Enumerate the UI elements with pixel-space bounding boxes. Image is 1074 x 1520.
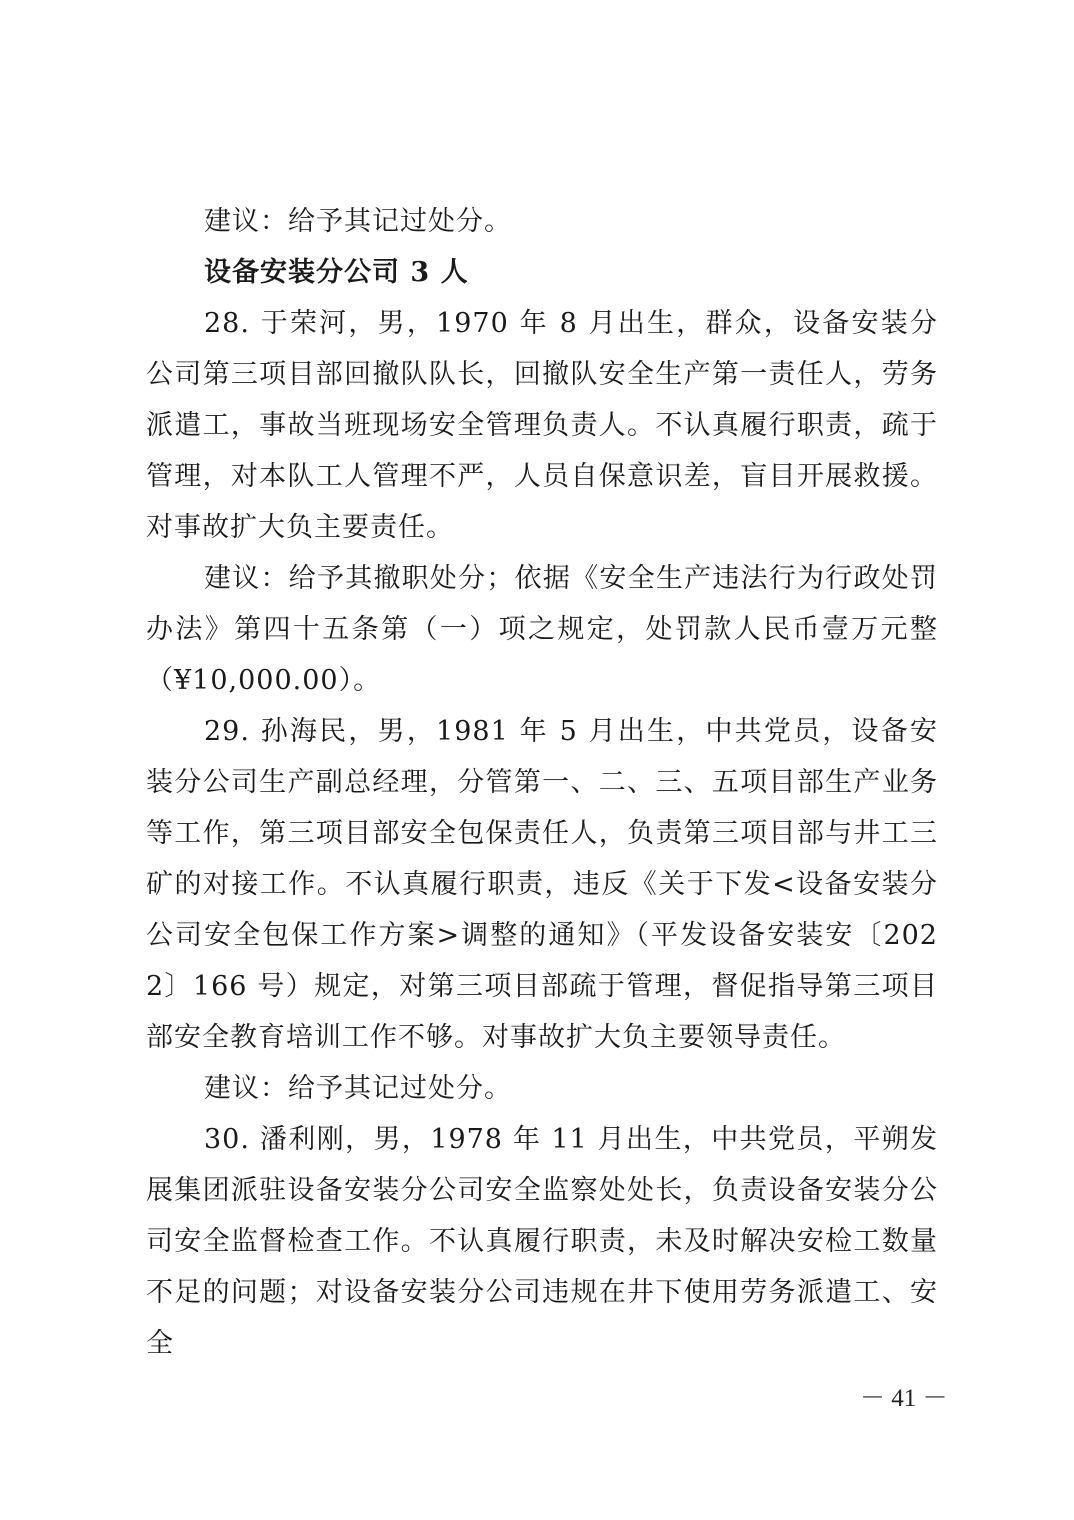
- person-28-paragraph: 28. 于荣河，男，1970 年 8 月出生，群众，设备安装分公司第三项目部回撤队队长，回撤队安全生产第一责任人，劳务派遣工，事故当班现场安全管理负责人。不认真履行职责，疏于管理，对本队工人管理不严，人员自保意识差，盲目开展救援。对事故扩大负主要责任。: [146, 308, 938, 543]
- recommendation-paragraph-28: 建议：给予其撤职处分；依据《安全生产违法行为行政处罚办法》第四十五条第（一）项之规定，处罚款人民币壹万元整（¥10,000.00）。: [146, 563, 938, 696]
- recommendation-paragraph-29: 建议：给予其记过处分。: [204, 1073, 512, 1104]
- page-number: － 41 －: [860, 1385, 948, 1412]
- document-body: [146, 196, 938, 1369]
- section-heading: 设备安装分公司 3 人: [204, 257, 469, 288]
- recommendation-paragraph-1: 建议：给予其记过处分。: [204, 206, 512, 237]
- person-30-paragraph: 30. 潘利刚，男，1978 年 11 月出生，中共党员，平朔发展集团派驻设备安装分公司安全监察处处长，负责设备安装分公司安全监督检查工作。不认真履行职责，未及时解决安检工数量不足的问题；对设备安装分公司违规在井下使用劳务派遣工、安全: [146, 1124, 938, 1359]
- person-29-paragraph: 29. 孙海民，男，1981 年 5 月出生，中共党员，设备安装分公司生产副总经理，分管第一、二、三、五项目部生产业务等工作，第三项目部安全包保责任人，负责第三项目部与井工三矿的对接工作。不认真履行职责，违反《关于下发<设备安装分公司安全包保工作方案>调整的通知》（平发设备安装安〔2022〕166 号）规定，对第三项目部疏于管理，督促指导第三项目部安全教育培训工作不够。对事故扩大负主要领导责任。: [146, 716, 938, 1053]
